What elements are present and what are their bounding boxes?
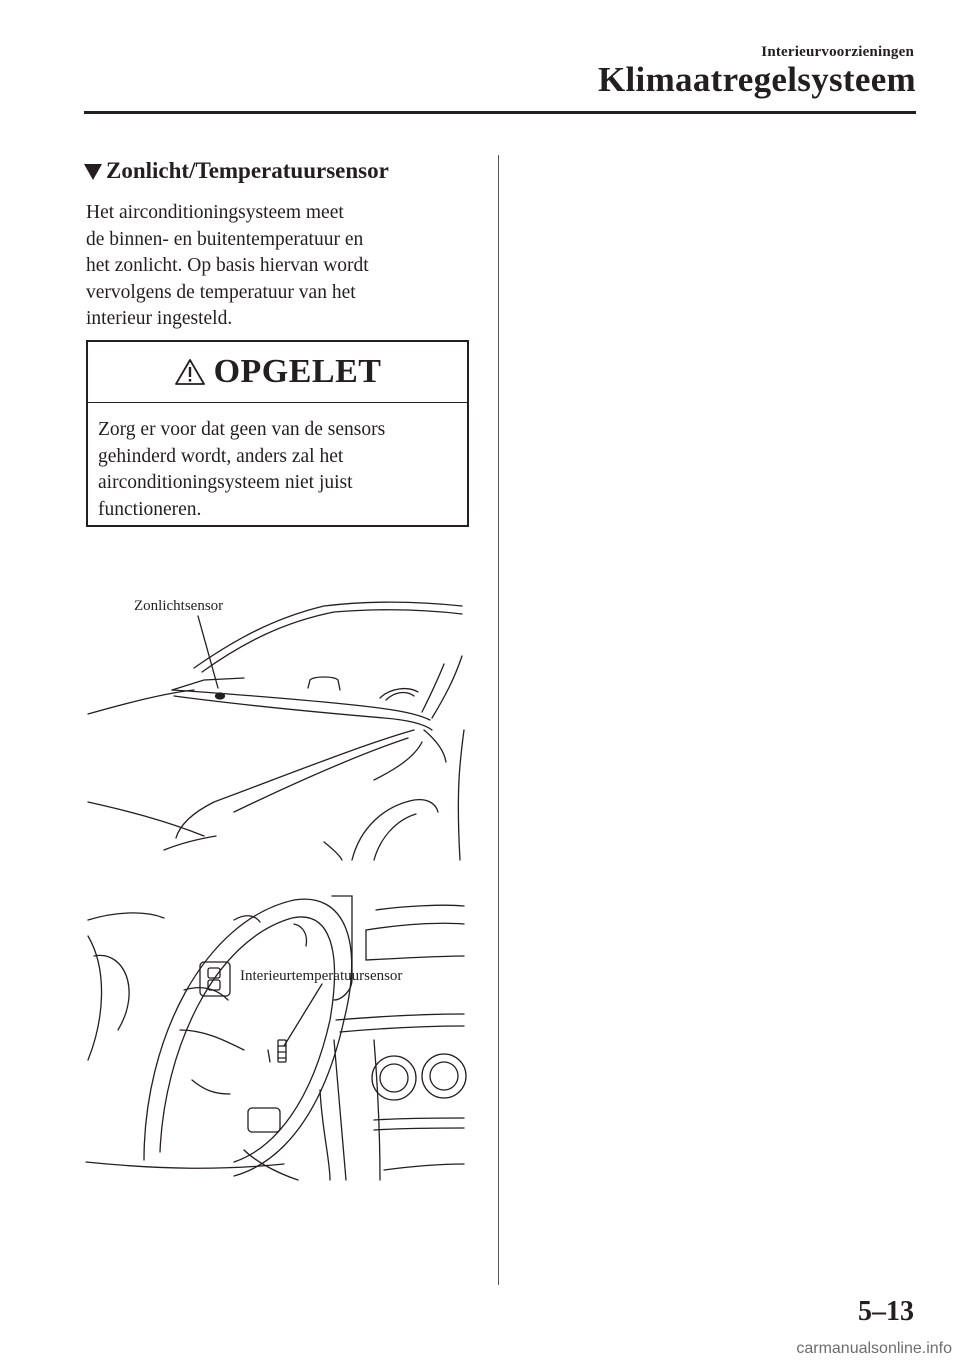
caution-line: gehinderd wordt, anders zal het xyxy=(98,445,344,467)
body-line: de binnen- en buitentemperatuur en xyxy=(86,228,364,250)
caution-line: Zorg er voor dat geen van de sensors xyxy=(98,419,386,440)
body-line: Het airconditioningsysteem meet xyxy=(86,202,344,223)
interior-temperature-sensor-illustration xyxy=(84,880,474,1190)
caution-text xyxy=(98,417,467,523)
interior-sensor-label: Interieurtemperatuursensor xyxy=(240,968,403,984)
column-divider xyxy=(498,155,499,1285)
sunlight-sensor-label: Zonlichtsensor xyxy=(134,598,224,614)
body-line: vervolgens de temperatuur van het xyxy=(86,281,356,303)
caution-title: OPGELET xyxy=(213,353,382,390)
body-line: interieur ingesteld. xyxy=(86,308,233,329)
section-body xyxy=(86,200,486,333)
section-heading-text: Zonlicht/Temperatuursensor xyxy=(106,158,389,183)
warning-triangle-icon xyxy=(174,358,206,386)
body-line: het zonlicht. Op basis hiervan wordt xyxy=(86,255,369,276)
caution-box xyxy=(86,340,469,527)
section-heading xyxy=(84,158,389,184)
header-rule xyxy=(84,111,916,114)
triangle-down-icon xyxy=(84,164,102,180)
page-title: Klimaatregelsysteem xyxy=(598,60,916,99)
caution-header xyxy=(88,342,467,403)
watermark: carmanualsonline.info xyxy=(796,1340,952,1357)
caution-line: functioneren. xyxy=(98,498,202,520)
chapter-title: Interieurvoorzieningen xyxy=(761,44,914,60)
caution-line: airconditioningsysteem niet juist xyxy=(98,472,353,493)
sunlight-sensor-illustration xyxy=(84,580,474,865)
page-number: 5–13 xyxy=(858,1296,914,1327)
